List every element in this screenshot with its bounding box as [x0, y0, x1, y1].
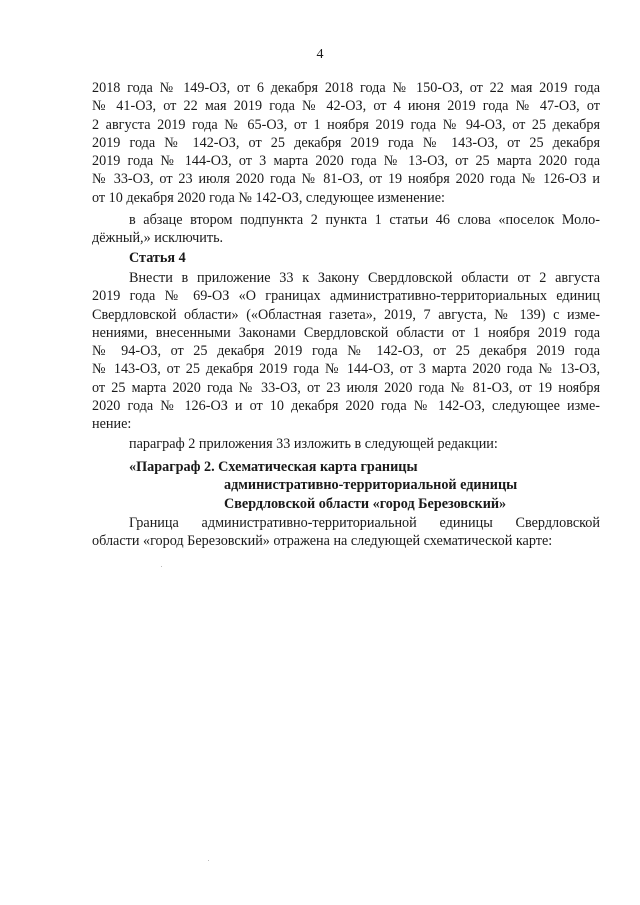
text-line: нение:	[92, 416, 132, 433]
paragraph-title-line: Свердловской области «город Березовский»	[224, 495, 507, 512]
article-heading: Статья 4	[129, 250, 186, 266]
amendment-text-block-1	[92, 79, 600, 207]
amendment-text-block-5	[92, 514, 600, 551]
scan-speck	[161, 566, 162, 567]
text-line: 2019 года № 142-ОЗ, от 25 декабря 2019 года № 143-ОЗ, от 25 декабря	[92, 134, 600, 151]
text-line: 2019 года № 144-ОЗ, от 3 марта 2020 года № 13-ОЗ, от 25 марта 2020 года	[92, 153, 600, 170]
text-line: Граница административно-территориальной единицы Свердловской	[129, 515, 600, 531]
paragraph-title-line: административно-территориальной единицы	[224, 477, 518, 494]
text-line: в абзаце втором подпункта 2 пункта 1 статьи 46 слова «поселок Моло-	[129, 212, 600, 228]
text-line: № 143-ОЗ, от 25 декабря 2019 года № 144-ОЗ, от 3 марта 2020 года № 13-ОЗ,	[92, 361, 600, 378]
text-line: нениями, внесенными Законами Свердловской области от 1 ноября 2019 года	[92, 324, 600, 341]
text-line: дёжный,» исключить.	[92, 230, 224, 247]
text-line: № 41-ОЗ, от 22 мая 2019 года № 42-ОЗ, от 4 июня 2019 года № 47-ОЗ, от	[92, 98, 600, 115]
text-line: от 25 марта 2020 года № 33-ОЗ, от 23 июля 2020 года № 81-ОЗ, от 19 ноября	[92, 379, 600, 396]
amendment-text-block-2	[92, 211, 600, 248]
text-line: области «город Березовский» отражена на следующей схематической карте:	[92, 533, 553, 550]
text-line: Свердловской области» («Областная газета», 2019, 7 августа, № 139) с изме-	[92, 306, 600, 323]
text-line: 2019 года № 69-ОЗ «О границах административно-территориальных единиц	[92, 288, 600, 305]
scan-speck	[208, 860, 209, 861]
text-line: 2020 года № 126-ОЗ и от 10 декабря 2020 года № 142-ОЗ, следующее изме-	[92, 398, 600, 415]
paragraph-title	[129, 458, 517, 513]
amendment-text-block-4	[92, 435, 600, 453]
text-line: 2018 года № 149-ОЗ, от 6 декабря 2018 года № 150-ОЗ, от 22 мая 2019 года	[92, 80, 600, 96]
text-line: № 94-ОЗ, от 25 декабря 2019 года № 142-ОЗ, от 25 декабря 2019 года	[92, 343, 600, 360]
text-line: № 33-ОЗ, от 23 июля 2020 года № 81-ОЗ, от 19 ноября 2020 года № 126-ОЗ и	[92, 171, 600, 188]
text-line: от 10 декабря 2020 года № 142-ОЗ, следующее изменение:	[92, 189, 445, 206]
amendment-text-block-3	[92, 269, 600, 434]
text-line: 2 августа 2019 года № 65-ОЗ, от 1 ноября 2019 года № 94-ОЗ, от 25 декабря	[92, 116, 600, 133]
text-line: Внести в приложение 33 к Закону Свердловской области от 2 августа	[129, 270, 600, 286]
page-number: 4	[316, 47, 324, 62]
paragraph-title-line: «Параграф 2. Схематическая карта границы	[129, 459, 418, 475]
text-line: параграф 2 приложения 33 изложить в следующей редакции:	[129, 436, 498, 452]
